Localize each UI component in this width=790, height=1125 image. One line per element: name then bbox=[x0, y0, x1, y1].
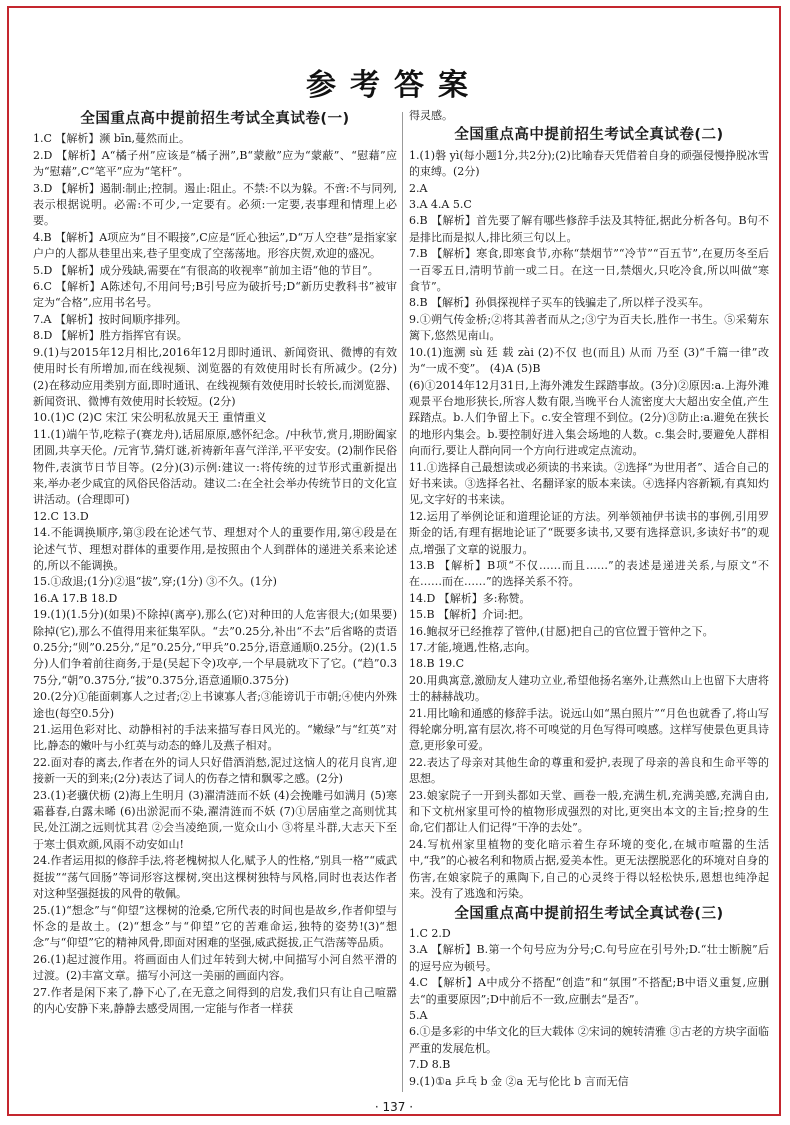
answer-item: 9.(1)与2015年12月相比,2016年12月即时通讯、新闻资讯、微博的有效使用时长有所增加,而在线视频、浏览器的有效使用时长有所减少。(2分)(2)在移动应用类别方面,即时通讯、在线视频有效使用时长较长,而浏览器、新闻资讯、微博有效使用时长较短。(2分) bbox=[33, 345, 397, 408]
answer-item: 12.C 13.D bbox=[33, 509, 89, 523]
answer-item: 21.运用色彩对比、动静相衬的手法来描写春日风光的。“嫩绿”与“红英”对比,静态的嫩叶与小红英与动态的蜂儿及燕子相对。 bbox=[33, 723, 397, 753]
answer-list-3 bbox=[409, 926, 769, 1090]
answer-item: 7.B 【解析】寒食,即寒食节,亦称“禁烟节”“冷节”“百五节”,在夏历冬至后一百零五日,清明节前一或二日。在这一日,禁烟火,只吃冷食,所以叫做“寒食节”。 bbox=[409, 247, 769, 294]
right-column bbox=[409, 108, 769, 1098]
page-title: 参考答案 bbox=[306, 68, 482, 103]
answer-item: 7.D 8.B bbox=[409, 1058, 451, 1072]
answer-page bbox=[7, 6, 781, 1116]
answer-item: 15.①敌退;(1分)②退“拔”,穿;(1分) ③不久。(1分) bbox=[33, 575, 277, 589]
answer-item: 6.B 【解析】首先要了解有哪些修辞手法及其特征,据此分析各句。B句不是排比而是拟人,排比须三句以上。 bbox=[409, 214, 769, 244]
answer-item: 10.(1)迤溯 sù 廷 载 zài (2)不仅 也(而且) 从而 乃至 (3)“千篇一律”改为“一成不变”。 (4)A (5)B bbox=[409, 345, 769, 376]
answer-item: 4.C 【解析】A中成分不搭配“创造”和“氛围”不搭配;B中语义重复,应删去“的重要原因”;D中前后不一致,应删去“是否”。 bbox=[409, 976, 769, 1006]
answer-item: 6.①是多彩的中华文化的巨大载体 ②宋词的婉转清雅 ③古老的方块字面临严重的发展危机。 bbox=[409, 1025, 769, 1055]
answer-item: 13.B 【解析】B项“不仅……而且……”的表述是递进关系,与原文“不在……而在……”的选择关系不符。 bbox=[409, 558, 769, 589]
answer-item: 8.D 【解析】胜方指挥官有误。 bbox=[33, 329, 188, 343]
answer-item: 19.(1)(1.5分)(如果)不除掉(离亭),那么(它)对种田的人危害很大;(如果要)除掉(它),那么不值得用来征集军队。“去”0.25分,补出“不去”后省略的责语0.25分;“则”0.25分,“足”0.25分,“甲兵”0.25分,语意通顺0.25分。(2)(1.5分)人们争着前往商务,于是(吴起下令)攻亭,一个早晨就攻下了它。(“趋”0.375分,“朝”0.375分,“拔”0.375分,语意通顺0.375分) bbox=[33, 608, 397, 687]
exam-section-title-1: 全国重点高中提前招生考试全真试卷(一) bbox=[80, 111, 350, 127]
answer-item: 26.(1)起过渡作用。将画面由人们过年转到大树,中间描写小河自然平滑的过渡。(2)丰富文章。描写小河这一美丽的画面内容。 bbox=[33, 952, 397, 983]
answer-item: 3.D 【解析】遏制:制止;控制。遏止:阻止。不禁:不以为躲。不啻:不与同列,表示根据说明。必需:不可少,一定要有。必须:一定要,表事理和情理上必要。 bbox=[33, 181, 397, 228]
answer-item: 18.B 19.C bbox=[409, 657, 464, 671]
answer-item: 20.(2分)①能面刺寡人之过者;②上书谏寡人者;③能谤讥于市朝;④使内外殊途也(每空0.5分) bbox=[33, 690, 397, 720]
answer-item: 20.用典寓意,激励友人建功立业,希望他扬名塞外,让燕然山上也留下大唐将士的赫赫战功。 bbox=[409, 673, 769, 704]
answer-item: 16.鲍叔牙已经推荐了管仲,(甘愿)把自己的官位置于管仲之下。 bbox=[409, 624, 714, 638]
left-column bbox=[33, 108, 397, 1098]
answer-item: 17.才能,境遇,性格,志向。 bbox=[409, 641, 536, 654]
page-number: · 137 · bbox=[374, 1100, 414, 1114]
answer-item: 12.运用了举例论证和道理论证的方法。列举领袖伊书读书的事例,引用罗斯金的话,有理有据地论证了“既要多读书,又要有选择意识,多读好书”的观点,增强了文章的说服力。 bbox=[409, 509, 769, 556]
answer-item: 1.C 2.D bbox=[409, 926, 451, 940]
answer-item: 21.用比喻和通感的修辞手法。说远山如“黑白照片”“月色也就香了,将山写得轮廓分明,富有层次,将不可嗅觉的月色写得可嗅感。这样写使景色更具诗意,更形象可爱。 bbox=[409, 706, 769, 753]
answer-item: 8.B 【解析】孙俱探视样子买车的钱骗走了,所以样子没买车。 bbox=[409, 296, 710, 310]
answer-item: 5.D 【解析】成分残缺,需要在“有很高的收视率”前加主语“他的节目”。 bbox=[33, 263, 379, 277]
exam-section-title-3: 全国重点高中提前招生考试全真试卷(三) bbox=[454, 905, 724, 922]
answer-item: 9.(1)①a 乒乓 b 金 ②a 无与伦比 b 言而无信 bbox=[409, 1074, 629, 1088]
answer-item: 5.A bbox=[409, 1008, 428, 1022]
answer-item: 7.A 【解析】按时间顺序排列。 bbox=[33, 312, 187, 326]
answer-item: 11.①选择自己最想读或必须读的书来读。②选择“为世用者”、适合自己的好书来读。③选择名社、名翻译家的版本来读。④选择内容新颖,有真知灼见,文字好的书来读。 bbox=[409, 460, 769, 507]
answer-item: 14.D 【解析】多:称赞。 bbox=[409, 591, 531, 605]
answer-item: 3.A 【解析】B.第一个句号应为分号;C.句号应在引号外;D.“壮士断腕”后的逗号应为顿号。 bbox=[409, 943, 769, 973]
answer-item: 24.作者运用拟的修辞手法,将老槐树拟人化,赋予人的性格,“别具一格”“威武挺拔”“荡气回肠”等词形容这棵树,突出这棵树独特与风格,同时也表达作者对这种坚强挺拔的风骨的敬佩。 bbox=[33, 854, 397, 901]
answer-item: 1.(1)磐 yì(每小题1分,共2分);(2)比喻春天凭借着自身的顽强侵慢挣脱冰雪的束缚。(2分) bbox=[409, 148, 769, 179]
answer-item: 14.不能调换顺序,第③段在论述气节、理想对个人的重要作用,第④段是在论述气节、理想对群体的重要作用,是按照由个人到群体的递进关系来论述的,所以不能调换。 bbox=[33, 526, 397, 572]
answer-item: 6.C 【解析】A陈述句,不用问号;B引号应为破折号;D“新历史教科书”被审定为“合格”,应用书名号。 bbox=[33, 280, 397, 310]
answer-item: 9.①朔气传金桥;②将其善者而从之;③宁为百夫长,胜作一书生。⑤采菊东篱下,悠然见南山。 bbox=[409, 312, 769, 343]
answer-list-2 bbox=[409, 148, 769, 903]
answer-item: 23.(1)老骥伏枥 (2)海上生明月 (3)濯清涟而不妖 (4)会挽雕弓如满月 (5)寒霜暮春,白露未晞 (6)出淤泥而不染,濯清涟而不妖 (7)①居庙堂之高则忧其民,处江湖之远则忧其君 ②会当凌绝顶,一览众山小 ③将星斗群,大志天下至于寒士俱欢颜,风雨不动安如山! bbox=[33, 788, 397, 851]
answer-item: 16.A 17.B 18.D bbox=[33, 591, 118, 605]
answer-item: 2.D 【解析】A“橘子州”应该是“橘子洲”,B“蒙敝”应为“蒙蔽”、“慰藉”应为“慰藉”,C“笔平”应为“笔杆”。 bbox=[33, 148, 397, 179]
answer-item: 1.C 【解析】濒 bīn,蔓然而止。 bbox=[33, 132, 191, 146]
answer-item: 10.(1)C (2)C 宋江 宋公明私放晁天王 重情重义 bbox=[33, 411, 267, 425]
answer-item: (6)①2014年12月31日,上海外滩发生踩踏事故。(3分)②原因:a.上海外滩观景平台地形狭长,所容人数有限,当晚平台人流密度大大超出安全值,产生踩踏点。b.人们争留上下。c.安全管理不到位。(2分)③防止:a.避免在狭长的地形内集会。b.要控制好进入集会场地的人数。c.集会时,要避免人群相向而行,要让人群向同一个方向行进或定点流动。 bbox=[409, 378, 769, 458]
answer-item: 25.(1)“想念”与“仰望”这棵树的沧桑,它所代表的时间也是故乡,作者仰望与怀念的是故土。(2)“想念”与“仰望”它的苦难命运,独特的姿势!(3)“想念”与“仰望”它的精神风骨,即面对困难的坚强,威武挺拔,正气浩荡等品质。 bbox=[33, 903, 397, 950]
answer-item: 3.A 4.A 5.C bbox=[409, 198, 472, 212]
answer-list-1 bbox=[33, 131, 397, 1017]
answer-item: 4.B 【解析】A项应为“目不暇接”,C应是“匠心独运”,D“万人空巷”是指家家户户的人都从巷里出来,巷子里变成了空荡荡地。形容庆贺,欢迎的盛况。 bbox=[33, 230, 397, 261]
exam-section-title-2: 全国重点高中提前招生考试全真试卷(二) bbox=[454, 127, 724, 144]
answer-item: 27.作者是闲下来了,静下心了,在无意之间得到的启发,我们只有让自己喧嚣的内心安静下来,静静去感受周围,一定能与作者一样获 bbox=[33, 985, 397, 1015]
answer-item: 15.B 【解析】介词:把。 bbox=[409, 608, 530, 622]
continuation-text: 得灵感。 bbox=[409, 109, 453, 122]
answer-item: 23.娘家院子一开到头都如天堂、画卷一般,充满生机,充满美感,充满自由,和下文杭州家里可怜的植物形成强烈的对比,更突出本文的主旨;控身的生命,它们都让人们记得“干净的去处”。 bbox=[409, 788, 769, 835]
answer-item: 2.A bbox=[409, 181, 428, 195]
column-divider bbox=[402, 112, 403, 1092]
answer-item: 11.(1)端午节,吃粽子(赛龙舟),话屈原原,感怀纪念。/中秋节,赏月,期盼阖家团圆,共享天伦。/元宵节,猜灯谜,祈祷新年喜气洋洋,平平安安。(2)制作民俗物件,表演节日节目等。(2分)(3)示例:建议一:将传统的过节形式重新提出来,举办老少咸宜的风俗民俗活动。建议二:在全社会举办传统节日的文化宣讲活动。(合理即可) bbox=[33, 427, 397, 507]
answer-item: 24.写杭州家里植物的变化暗示着生存环境的变化,在城市喧嚣的生活中,“我”的心被名利和物质占据,爱美本性。更无法摆脱恶化的环境对自身的伤害,在娘家院子的熏陶下,自己的心灵终于得以轻松快乐,恩想也纯净起来。没有了逃逸和污染。 bbox=[409, 837, 769, 901]
answer-item: 22.面对春的离去,作者在外的词人只好借酒消愁,泥过这恼人的花月良宵,迎接新一天的到来;(2分)表达了词人的伤春之情和飘零之感。(2分) bbox=[33, 755, 397, 786]
answer-item: 22.表达了母亲对其他生命的尊重和爱护,表现了母亲的善良和生命平等的思想。 bbox=[409, 755, 769, 786]
